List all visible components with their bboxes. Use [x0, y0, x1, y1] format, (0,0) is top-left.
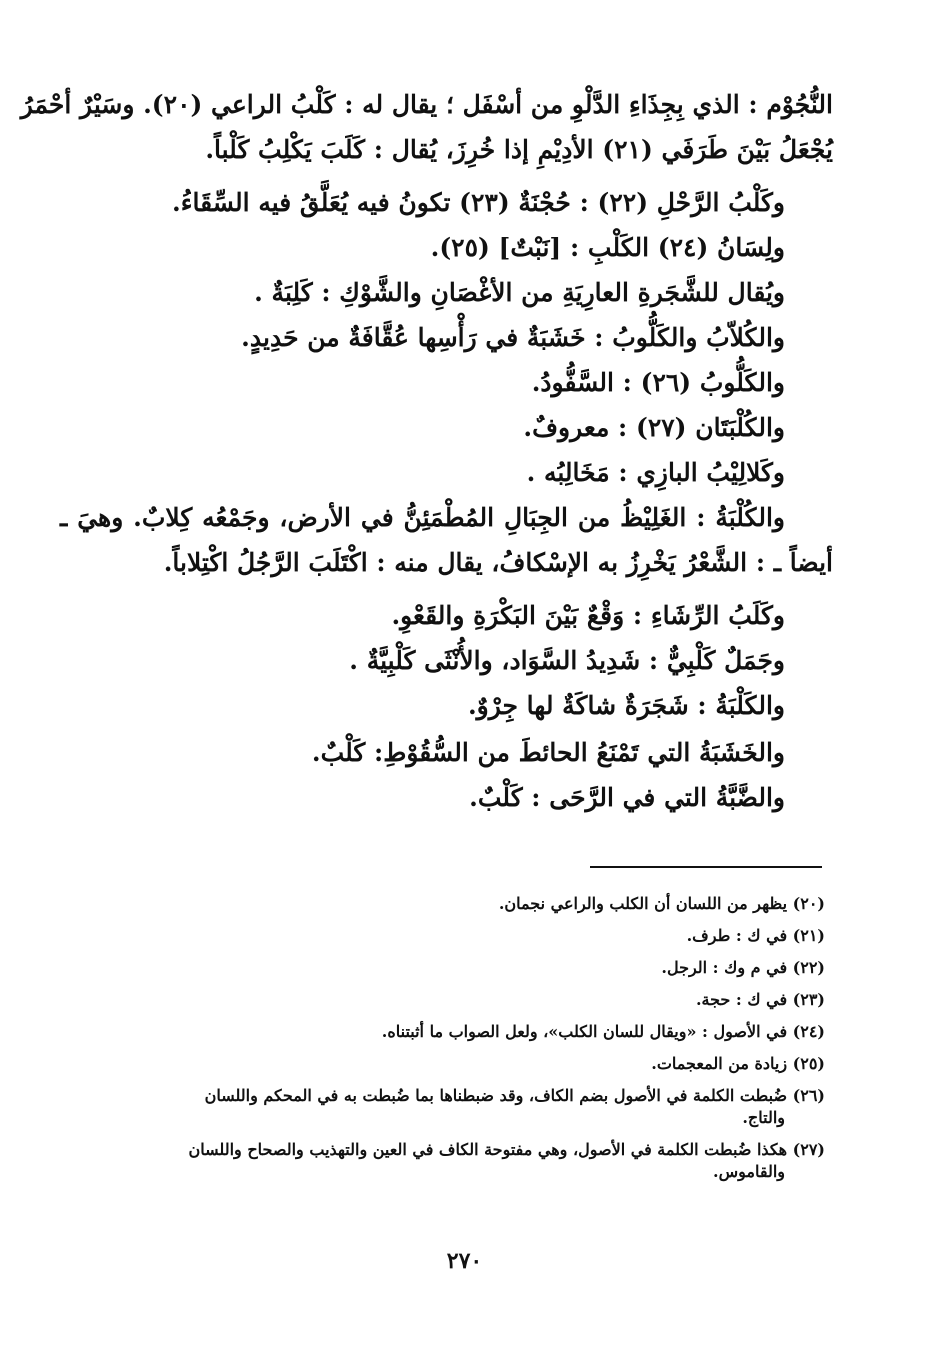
footnote [90, 1139, 825, 1183]
footnote: (٢٠) يظهر من اللسان أن الكلب والراعي نجمان. [498, 894, 825, 913]
text-line: ويُقال للشَّجَرةِ العارِيَةِ من الأغْصَانِ والشَّوْكِ : كَلِبَةٌ . [254, 278, 785, 307]
footnote: (٢٥) زيادة من المعجمات. [651, 1054, 825, 1073]
footnote-first-line: (٢٧) هكذا ضُبطت الكلمة في الأصول، وهي مفتوحة الكاف في العين والتهذيب والصحاح واللسان [188, 1140, 825, 1159]
text-line: والكَلْبَةُ : شَجَرَةٌ شاكَةٌ لها جِرْوٌ. [467, 691, 785, 720]
text-line: ولِسَانُ (٢٤) الكَلْبِ : [نَبْتٌ] (٢٥). [430, 233, 785, 262]
footnote: (٢١) في ك : طرف. [686, 926, 825, 945]
text-line: والكُلاّبُ والكَلُّوبُ : خَشَبَةٌ في رَأْسِها عُقَّافَةٌ من حَدِيدٍ. [241, 323, 785, 352]
text-line: يُجْعَلُ بَيْنَ طَرَفَي (٢١) الأدِيْمِ إذا خُرِزَ، يُقال : كَلَبَ يَكْلِبُ كَلْباً. [205, 135, 833, 164]
text-line: والكُلْبَتَان (٢٧) : معروفٌ. [523, 413, 785, 442]
text-line: النُّجُوْم : الذي بِجِذَاءِ الدَّلْوِ من أسْفَل ؛ يقال له : كَلْبُ الراعي (٢٠). وسَيْرٌ أحْمَرُ [20, 90, 833, 119]
text-line: والضَّبَّةُ التي في الرَّحَى : كَلْبٌ. [469, 783, 785, 812]
text-line: وجَمَلٌ كَلْبِيٌّ : شَدِيدُ السَّوَاد، والأُنْثَى كَلْبِيَّةٌ . [349, 646, 785, 675]
text-line: وكَلَبُ الرِّشَاءِ : وَقْعٌ بَيْنَ البَكْرَةِ والقَعْوِ. [391, 601, 785, 630]
text-line: وكَلالِيْبُ البازِي : مَخَالِبُه . [526, 458, 785, 487]
footnotes [90, 893, 825, 1193]
text-line: والكُلْبَةُ : الغَلِيْظُ من الجِبَالِ المُطْمَئِنُّ في الأرض، وجَمْعُه كِلابٌ. وهيَ ـ [60, 503, 785, 532]
text-line: والخَشَبَةُ التي تَمْنَعُ الحائطَ من السُّقُوْطِ: كَلْبٌ. [311, 738, 785, 767]
text-line: وكَلْبُ الرَّحْلِ (٢٢) : حُجْنَةٌ (٢٣) تكونُ فيه يُعَلَّقُ فيه السِّقَاءُ. [172, 188, 785, 217]
footnote-first-line: (٢٦) ضُبطت الكلمة في الأصول بضم الكاف، وقد ضبطناها بما ضُبطت به في المحكم واللسان [204, 1086, 825, 1105]
footnote: (٢٤) في الأصول : «ويقال للسان الكلب»، ولعل الصواب ما أثبتناه. [381, 1022, 825, 1041]
footnote [90, 1085, 825, 1129]
footnote-continuation: والقاموس. [713, 1162, 785, 1181]
page-number: ٢٧٠ [446, 1248, 483, 1274]
text-line: والكَلُّوبُ (٢٦) : السَّفُّودُ. [531, 368, 785, 397]
footnote-continuation: والتاج. [742, 1108, 785, 1127]
footnote: (٢٢) في م وك : الرجل. [661, 958, 825, 977]
main-text [20, 82, 833, 820]
footnote: (٢٣) في ك : حجة. [695, 990, 825, 1009]
text-line: أيضاً ـ : الشَّعْرُ يَخْرِزُ به الإسْكافُ، يقال منه : اكْتَلَبَ الرَّجُلُ اكْتِلاباً. [163, 548, 833, 577]
footnote-separator [590, 866, 822, 868]
